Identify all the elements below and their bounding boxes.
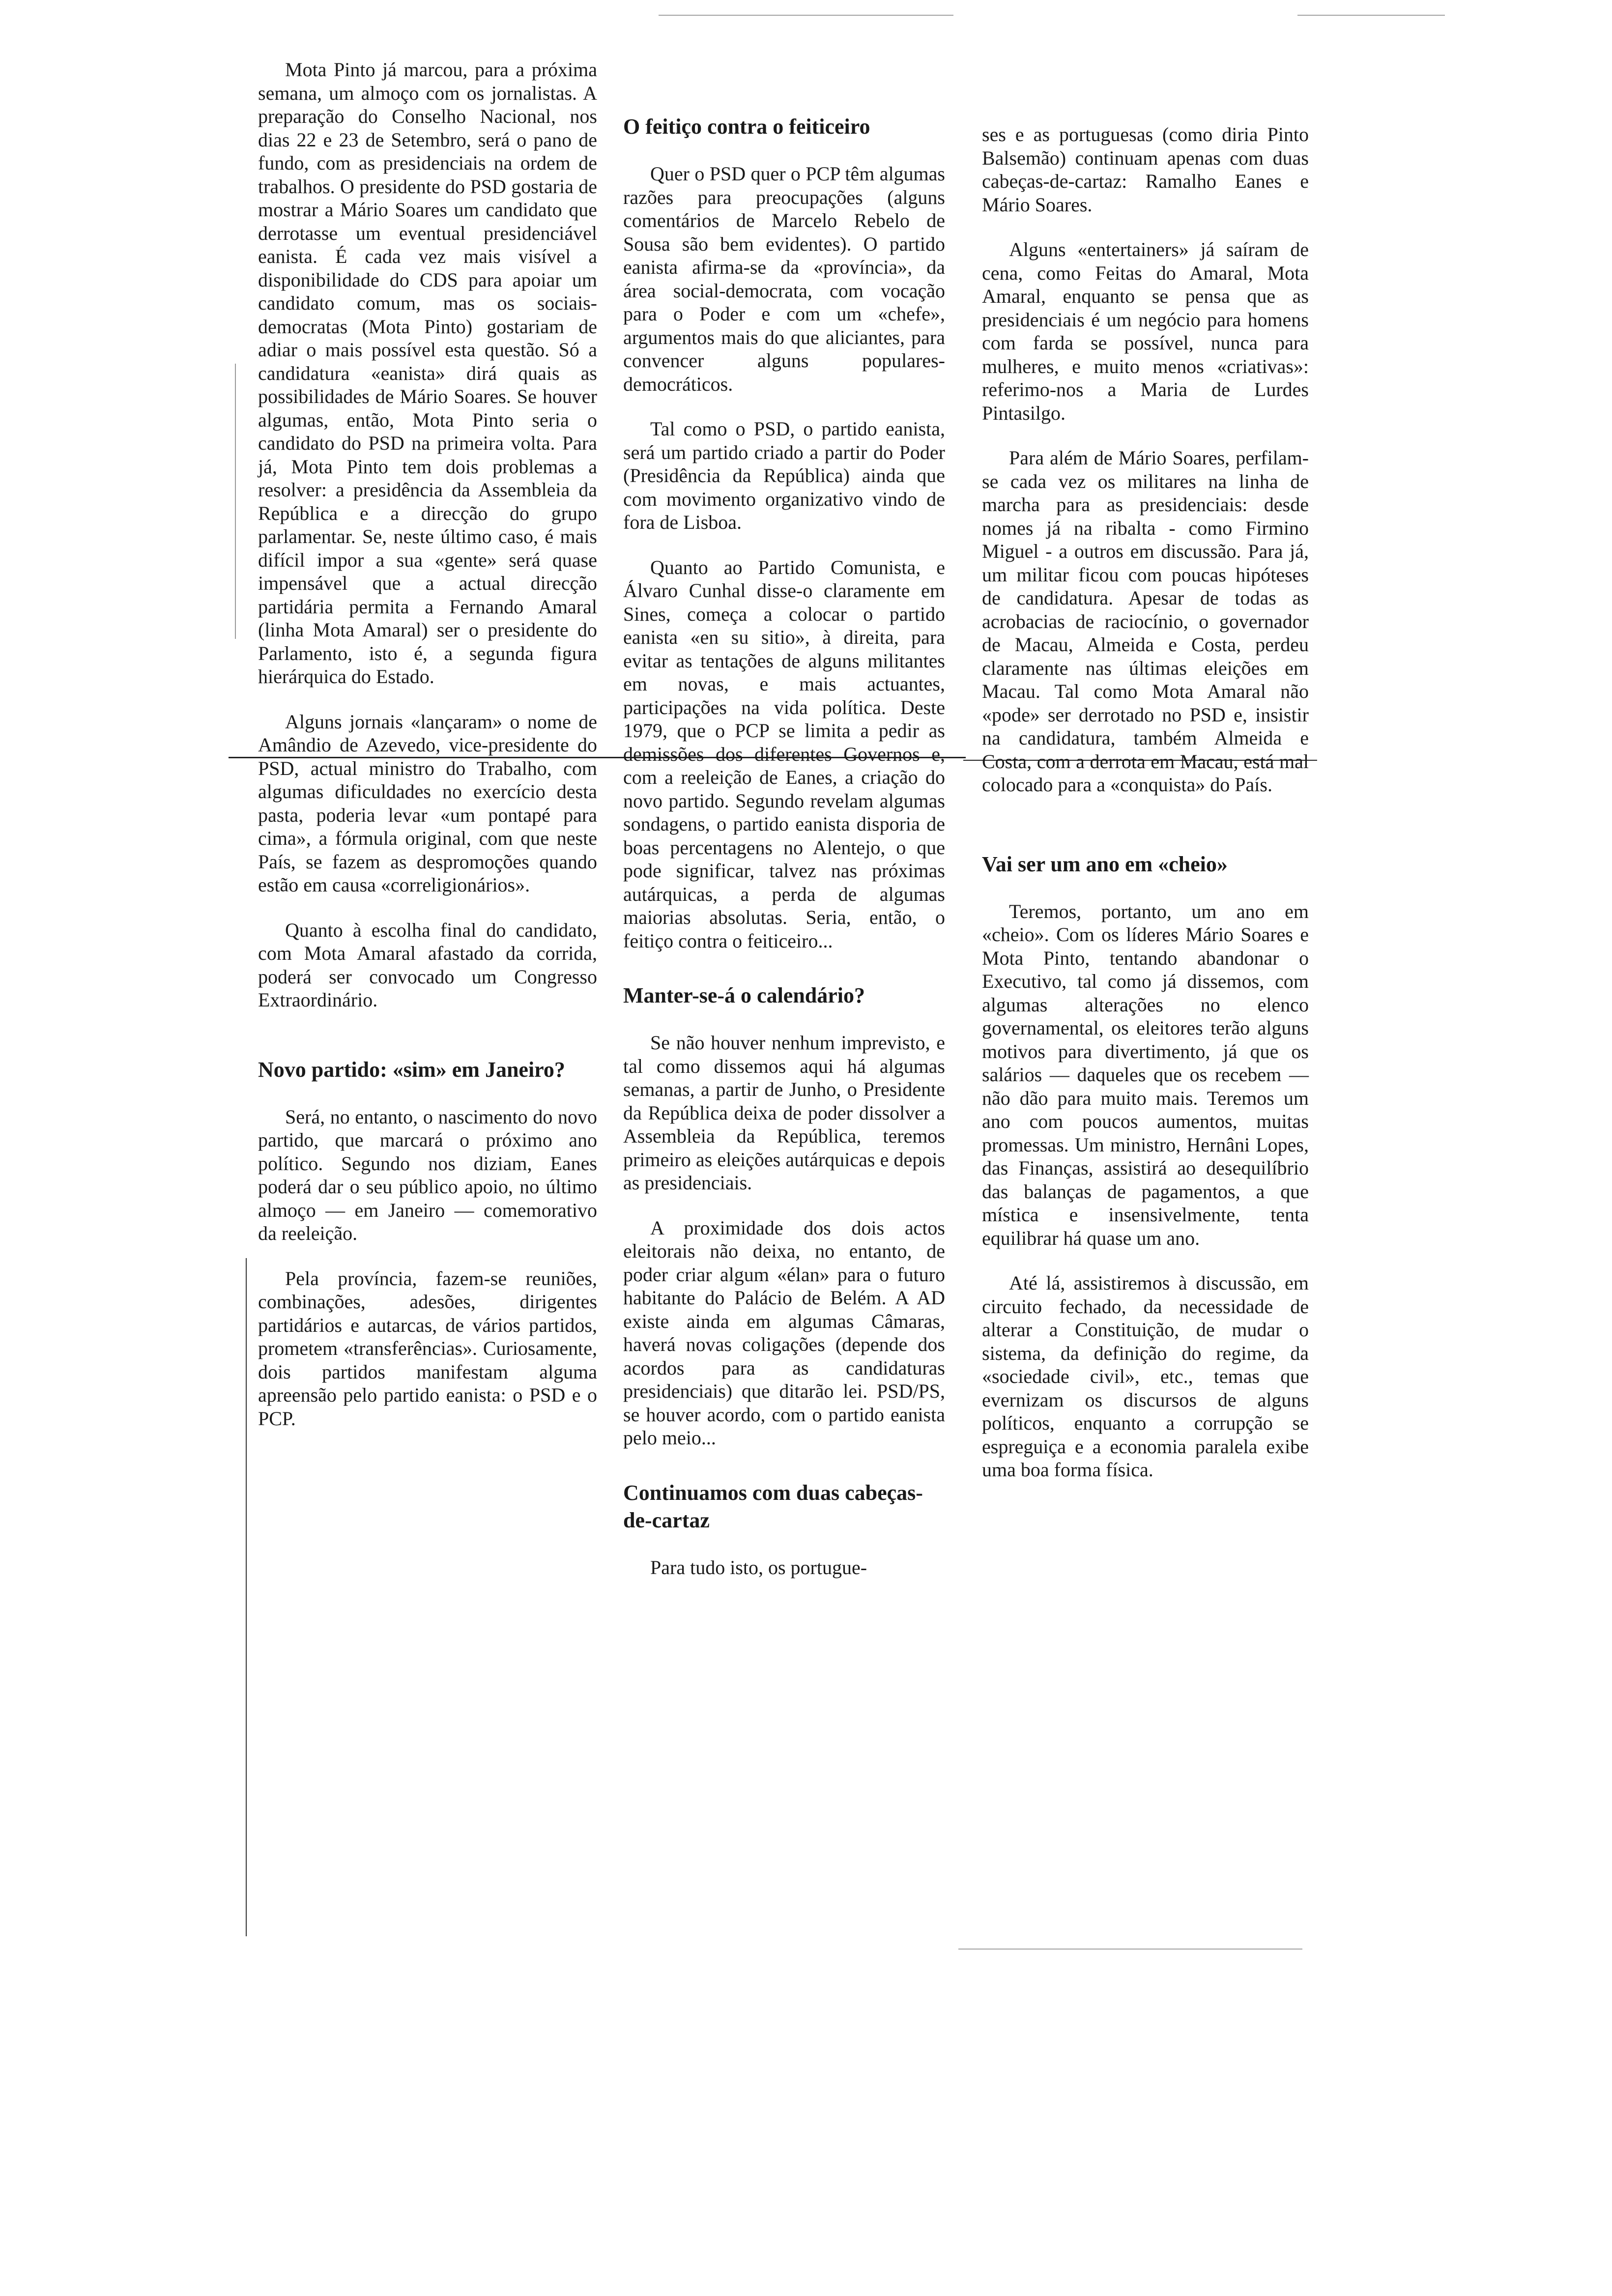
article-paragraph: Quer o PSD quer o PCP têm algumas razões para preocupações (alguns comentários de Marcelo Rebelo de Sousa são bem evidentes). O partido eanista afirma-se da «província», da área social-democrata, com vocação para o Poder e com um «chefe», argumentos mais do que aliciantes, para convencer alguns populares-democráticos. <box>623 163 945 395</box>
bottom-edge-mark <box>958 1949 1302 1950</box>
article-paragraph: Alguns «entertainers» já saíram de cena, como Feitas do Amaral, Mota Amaral, enquanto se pensa que as presidenciais é um negócio para homens com farda se possível, nunca para mulheres, e muito menos «criativas»: referimo-nos a Maria de Lurdes Pintasilgo. <box>982 238 1309 424</box>
article-paragraph: Se não houver nenhum imprevisto, e tal como dissemos aqui há algumas semanas, a partir de Junho, o Presidente da República deixa de poder dissolver a Assembleia da República, teremos primeiro as eleições autárquicas e depois as presidenciais. <box>623 1032 945 1194</box>
article-paragraph: Alguns jornais «lançaram» o nome de Amândio de Azevedo, vice-presidente do PSD, actual ministro do Trabalho, com algumas dificuldades no exercício desta pasta, poderia levar «um pontapé para cima», a fórmula original, com que neste País, se fazem as despromoções quando estão em causa «correligionários». <box>258 710 597 896</box>
column-edge-line <box>246 1258 247 1936</box>
article-paragraph: Teremos, portanto, um ano em «cheio». Com os líderes Mário Soares e Mota Pinto, tentando abandonar o Executivo, tal como já dissemos, com algumas alterações no elenco governamental, os eleitores terão alguns motivos para divertimento, já que os salários — daqueles que os recebem — não dão para muito mais. Teremos um ano com poucos aumentos, muitas promessas. Um ministro, Hernâni Lopes, das Finanças, assistirá ao desequilíbrio das balanças de pagamentos, a que mística e insensivelmente, tenta equilibrar há quase um ano. <box>982 900 1309 1249</box>
article-column-1 <box>258 58 597 1452</box>
section-heading: Manter-se-á o calendário? <box>623 983 865 1007</box>
article-paragraph: Para tudo isto, os portugue- <box>650 1556 867 1578</box>
article-paragraph: Tal como o PSD, o partido eanista, será um partido criado a partir do Poder (Presidência da República) ainda que com movimento organizativo vindo de fora de Lisboa. <box>623 418 945 533</box>
section-heading: Continuamos com duas cabeças-de-cartaz <box>623 1480 923 1532</box>
article-column-3 <box>982 123 1309 1503</box>
article-paragraph: ses e as portuguesas (como diria Pinto Balsemão) continuam apenas com duas cabeças-de-cartaz: Ramalho Eanes e Mário Soares. <box>982 123 1309 216</box>
top-edge-mark <box>659 15 953 16</box>
article-paragraph: Mota Pinto já marcou, para a próxima semana, um almoço com os jornalistas. A preparação do Conselho Nacional, nos dias 22 e 23 de Setembro, será o pano de fundo, com as presidenciais na ordem de trabalhos. O presidente do PSD gostaria de mostrar a Mário Soares um candidato que derrotasse um eventual presidenciável eanista. É cada vez mais visível a disponibilidade do CDS para apoiar um candidato comum, mas os sociais-democratas (Mota Pinto) gostariam de adiar o mais possível esta questão. Só a candidatura «eanista» dirá quais as possibilidades de Mário Soares. Se houver algumas, então, Mota Pinto seria o candidato do PSD na primeira volta. Para já, Mota Pinto tem dois problemas a resolver: a presidência da Assembleia da República e a direcção do grupo parlamentar. Se, neste último caso, é mais difícil impor a sua «gente» será quase impensável que a actual direcção partidária permita a Fernando Amaral (linha Mota Amaral) ser o presidente do Parlamento, isto é, a segunda figura hierárquica do Estado. <box>258 58 597 688</box>
column-edge-line <box>235 364 236 639</box>
article-paragraph: Quanto ao Partido Comunista, e Álvaro Cunhal disse-o claramente em Sines, começa a colocar o partido eanista «en su sitio», à direita, para evitar as tentações de alguns militantes em novas, e mais actuantes, participações na vida política. Deste 1979, que o PCP se limita a pedir as demissões dos diferentes Governos e, com a reeleição de Eanes, a criação do novo partido. Segundo revelam algumas sondagens, o partido eanista disporia de boas percentagens no Alentejo, o que pode significar, talvez nas próximas autárquicas, a perda de algumas maiorias absolutas. Seria, então, o feitiço contra o feiticeiro... <box>623 556 945 952</box>
article-paragraph: A proximidade dos dois actos eleitorais não deixa, no entanto, de poder criar algum «élan» para o futuro habitante do Palácio de Belém. A AD existe ainda em algumas Câmaras, haverá novas coligações (depende dos acordos para as candidaturas presidenciais) que ditarão lei. PSD/PS, se houver acordo, com o partido eanista pelo meio... <box>623 1216 945 1449</box>
article-column-2 <box>623 113 945 1601</box>
top-edge-mark <box>1297 15 1445 16</box>
article-paragraph: Será, no entanto, o nascimento do novo partido, que marcará o próximo ano político. Segundo nos diziam, Eanes poderá dar o seu público apoio, no último almoço — em Janeiro — comemorativo da reeleição. <box>258 1105 597 1244</box>
article-paragraph: Pela província, fazem-se reuniões, combinações, adesões, dirigentes partidários e autarcas, de vários partidos, prometem «transferências». Curiosamente, dois partidos manifestam alguma apreensão pelo partido eanista: o PSD e o PCP. <box>258 1267 597 1430</box>
article-paragraph: Até lá, assistiremos à discussão, em circuito fechado, da necessidade de alterar a Constituição, de mudar o sistema, da definição do regime, da «sociedade civil», etc., temas que evernizam os discursos de alguns políticos, enquanto a corrupção se espreguiça e a economia paralela exibe uma boa forma física. <box>982 1272 1309 1481</box>
article-paragraph: Quanto à escolha final do candidato, com Mota Amaral afastado da corrida, poderá ser convocado um Congresso Extraordinário. <box>258 918 597 1011</box>
section-heading: O feitiço contra o feiticeiro <box>623 115 870 139</box>
article-paragraph: Para além de Mário Soares, perfilam-se cada vez os militares na linha de marcha para as presidenciais: desde nomes já na ribalta - como Firmino Miguel - a outros em discussão. Para já, um militar ficou com poucas hipóteses de candidatura. Apesar de todas as acrobacias de raciocínio, o governador de Macau, Almeida e Costa, perdeu claramente nas últimas eleições em Macau. Tal como Mota Amaral não «pode» ser derrotado no PSD e, insistir na candidatura, também Almeida e Costa, com a derrota em Macau, está mal colocado para a «conquista» do País. <box>982 447 1309 796</box>
section-heading: Vai ser um ano em «cheio» <box>982 852 1228 876</box>
section-heading: Novo partido: «sim» em Janeiro? <box>258 1057 565 1082</box>
